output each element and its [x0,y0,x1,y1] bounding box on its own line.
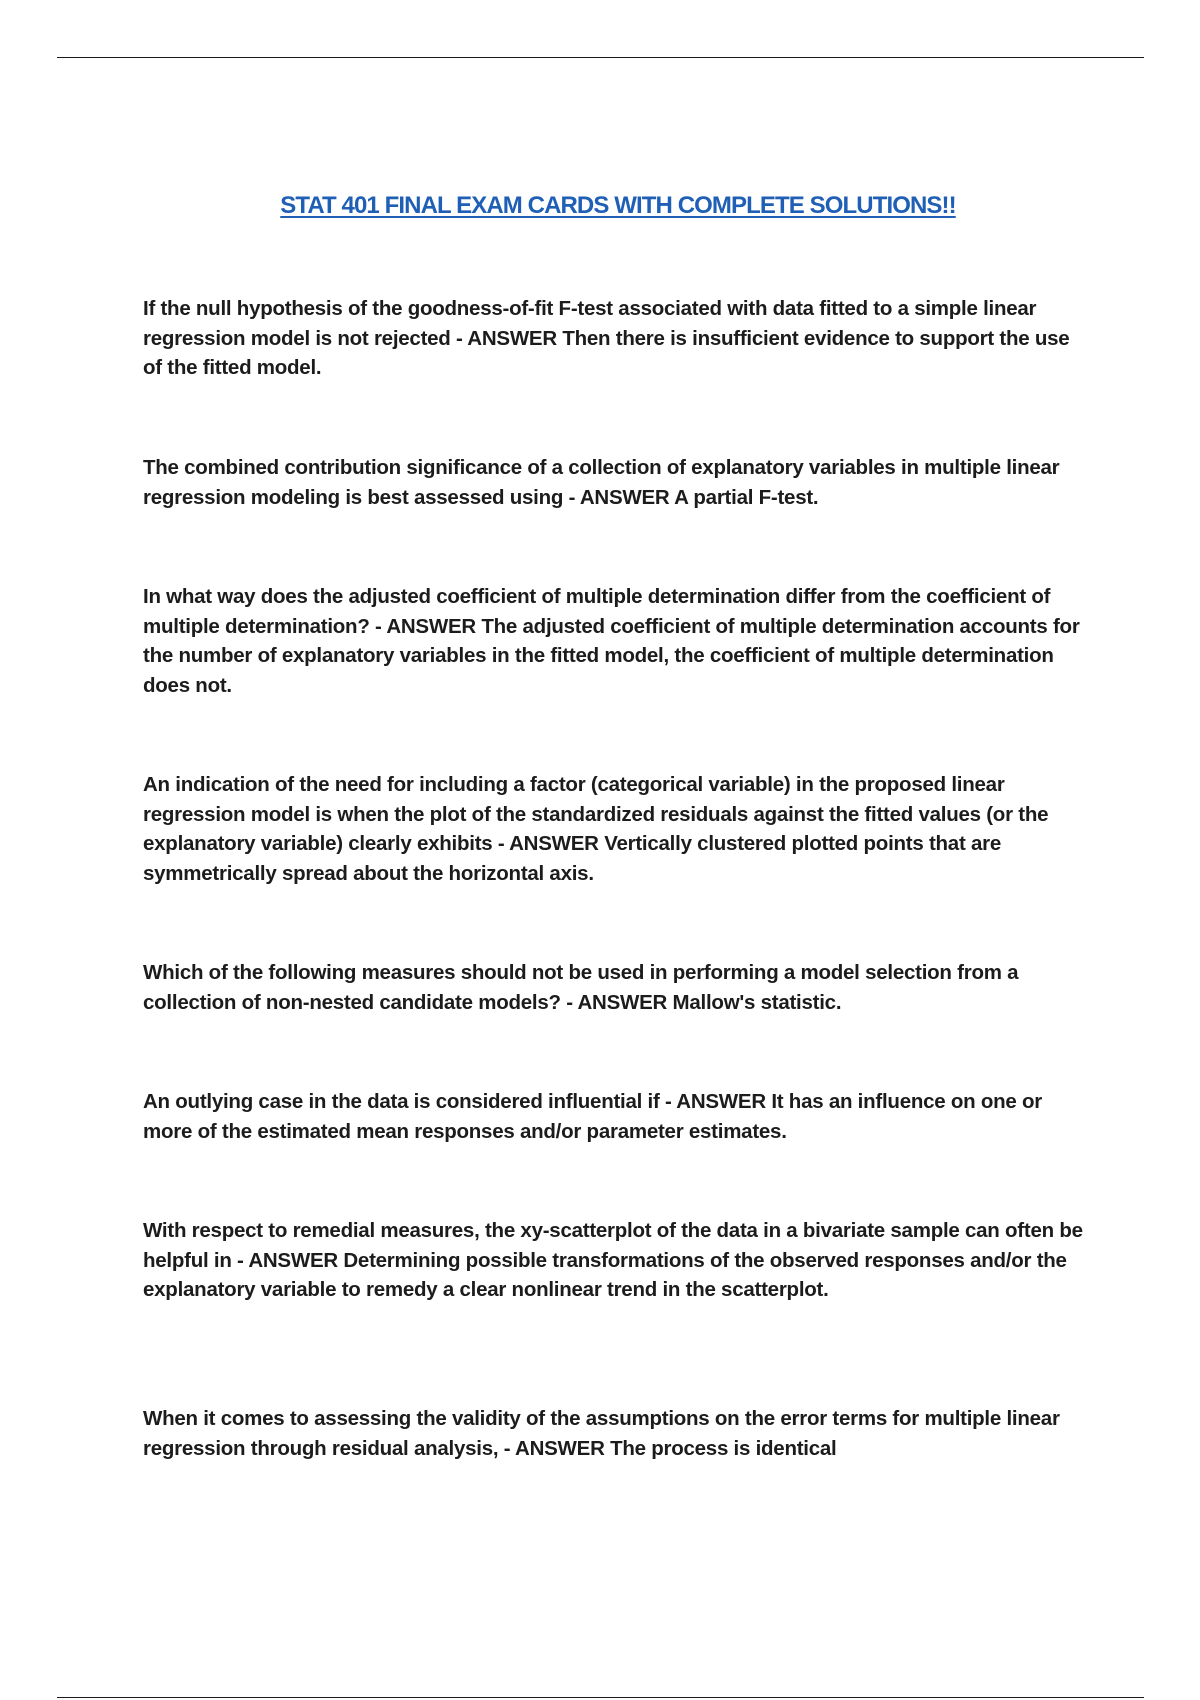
card-answer: Mallow's statistic. [672,990,842,1014]
flashcard [143,1087,1093,1146]
card-question: With respect to remedial measures, the xy-scatterplot of the data in a bivariate sample can often be helpful in [143,1219,1083,1272]
card-question: An outlying case in the data is considered influential if [143,1090,660,1113]
answer-separator: - ANSWER [560,990,673,1014]
flashcard [143,1216,1093,1305]
flashcard [143,1404,1093,1463]
card-answer: Vertically clustered plotted points that are symmetrically spread about the horizontal axis. [143,832,1002,885]
flashcard [143,770,1093,888]
card-answer: The process is identical [610,1436,837,1460]
flashcard [143,582,1093,700]
answer-separator: - ANSWER [563,485,675,509]
card-question: Which of the following measures should not be used in performing a model selection from a collection of non-nested candidate models? [143,961,1019,1014]
document-title: STAT 401 FINAL EXAM CARDS WITH COMPLETE SOLUTIONS!! [280,192,956,219]
card-question: The combined contribution significance of a collection of explanatory variables in multiple linear regression modeling is best assessed using [143,456,1060,509]
card-answer: A partial F-test. [674,485,819,509]
answer-separator: - ANSWER [498,1436,611,1460]
card-answer: Determining possible transformations of the observed responses and/or the explanatory variable to remedy a clear nonlinear trend in the scatterplot. [143,1248,1067,1301]
card-question: An indication of the need for including a factor (categorical variable) in the proposed linear regression model is when the plot of the standardized residuals against the fitted values (or the explanatory variable) clearly exhibits [143,773,1049,855]
card-question: When it comes to assessing the validity of the assumptions on the error terms for multiple linear regression through residual analysis, [143,1407,1060,1460]
card-answer: It has an influence on one or more of the estimated mean responses and/or parameter estimates. [143,1090,1042,1143]
answer-separator: - ANSWER [231,1248,344,1272]
answer-separator: - ANSWER [369,614,482,638]
card-answer: The adjusted coefficient of multiple determination accounts for the number of explanatory variables in the fitted model, the coefficient of multiple determination does not. [143,614,1080,697]
answer-separator: - ANSWER [450,326,563,350]
page-top-rule [57,57,1144,58]
card-answer: Then there is insufficient evidence to support the use of the fitted model. [143,326,1070,379]
flashcard [143,958,1093,1017]
answer-separator: - ANSWER [492,832,605,855]
card-question: If the null hypothesis of the goodness-of-fit F-test associated with data fitted to a simple linear regression model is not rejected [143,297,1037,350]
flashcard [143,294,1093,383]
flashcard [143,453,1093,512]
card-question: In what way does the adjusted coefficient of multiple determination differ from the coefficient of multiple determination? [143,585,1051,638]
page-bottom-rule [57,1697,1144,1698]
answer-separator: - ANSWER [659,1090,772,1113]
